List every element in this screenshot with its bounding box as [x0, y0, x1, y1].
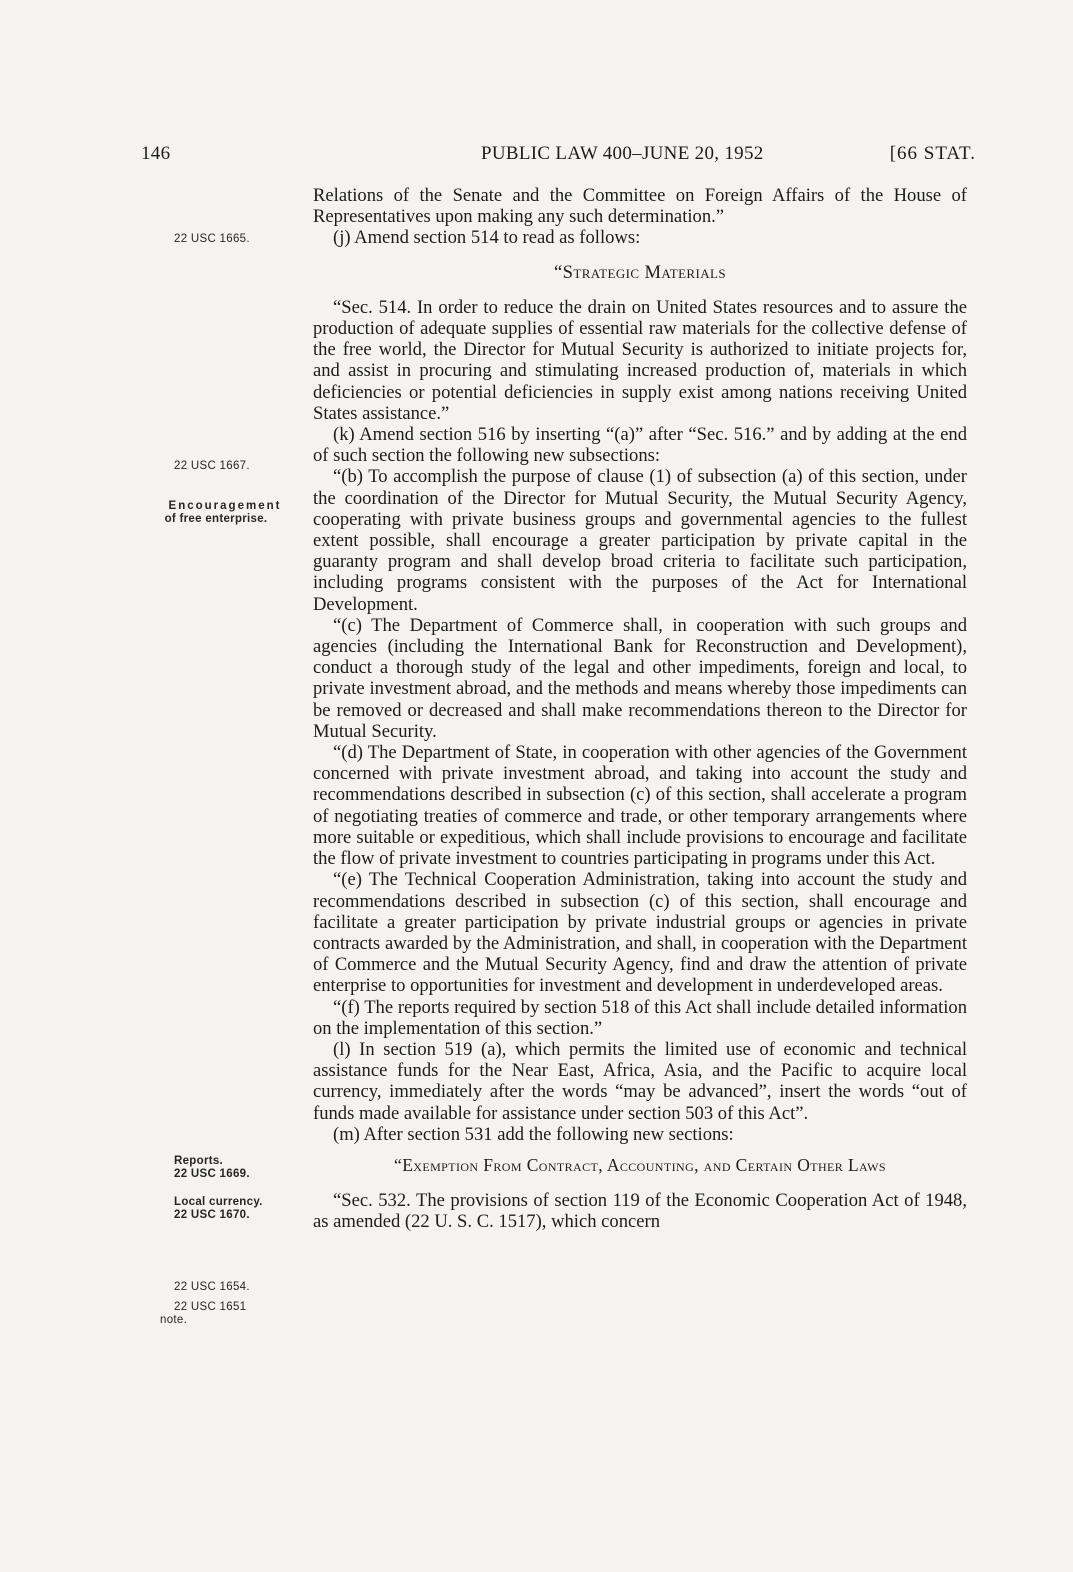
margin-note-encouragement-line1: Encouragement: [168, 500, 282, 512]
margin-note-usc-1665: 22 USC 1665.: [174, 233, 250, 245]
margin-note-usc-1651: [160, 1301, 247, 1326]
paragraph-subsection-l: (l) In section 519 (a), which permits the limited use of economic and technical assistance funds for the Near East, Africa, Asia, and the Pacific to acquire local currency, immediately after the words “may be advanced”, insert the words “out of funds made available for assistance under section 503 of this Act”.: [313, 1038, 967, 1124]
paragraph-subsection-f: “(f) The reports required by section 518 of this Act shall include detailed information on the implementation of this section.”: [313, 996, 967, 1039]
paragraph-subsection-b: “(b) To accomplish the purpose of clause (1) of subsection (a) of this section, under the coordination of the Director for Mutual Security, the Mutual Security Agency, cooperating with private business groups and governmental agencies to the fullest extent possible, shall encourage a greater participation by private capital in the guaranty program and shall develop broad criteria to facilitate such participation, including programs consistent with the purposes of the Act for International Development.: [313, 466, 967, 615]
body-text: [313, 185, 967, 1233]
margin-note-usc-1654: 22 USC 1654.: [174, 1281, 250, 1293]
paragraph-subsection-m: (m) After section 531 add the following new sections:: [333, 1123, 734, 1145]
margin-note-reports-line1: Reports.: [174, 1155, 224, 1167]
margin-note-encouragement: [159, 500, 291, 525]
paragraph-relations: Relations of the Senate and the Committee on Foreign Affairs of the House of Representatives upon making any such determination.”: [313, 185, 967, 228]
margin-note-reports: [174, 1155, 250, 1180]
heading-strategic-materials: “Strategic Materials: [554, 261, 726, 283]
margin-note-usc-1667: 22 USC 1667.: [174, 460, 250, 472]
margin-note-usc-1651-line1: 22 USC 1651: [174, 1301, 247, 1313]
margin-note-local-currency: [174, 1196, 263, 1221]
paragraph-subsection-c: “(c) The Department of Commerce shall, in cooperation with such groups and agencies (including the International Bank for Reconstruction and Development), conduct a thorough study of the legal and other impediments, foreign and local, to private investment abroad, and the methods and means whereby those impediments can be removed or decreased and shall make recommendations thereon to the Director for Mutual Security.: [313, 614, 967, 742]
page-number: 146: [141, 143, 171, 164]
paragraph-subsection-j: (j) Amend section 514 to read as follows:: [333, 227, 641, 249]
margin-note-reports-line2: 22 USC 1669.: [174, 1167, 250, 1180]
statute-reference: [66 STAT.: [889, 143, 976, 164]
paragraph-subsection-k: (k) Amend section 516 by inserting “(a)” after “Sec. 516.” and by adding at the end of such section the following new subsections:: [313, 424, 967, 467]
margin-note-local-currency-line2: 22 USC 1670.: [174, 1208, 250, 1221]
paragraph-section-532: “Sec. 532. The provisions of section 119 of the Economic Cooperation Act of 1948, as amended (22 U. S. C. 1517), which concern: [313, 1190, 967, 1233]
paragraph-subsection-d: “(d) The Department of State, in cooperation with other agencies of the Government concerned with private investment abroad, and taking into account the study and recommendations described in subsection (c) of this section, shall accelerate a program of negotiating treaties of commerce and trade, or other temporary arrangements where more suitable or expeditious, which shall include provisions to encourage and facilitate the flow of private investment to countries participating in programs under this Act.: [313, 742, 967, 870]
margin-note-encouragement-line2: of free enterprise.: [164, 512, 268, 525]
running-title: PUBLIC LAW 400–JUNE 20, 1952: [481, 143, 764, 164]
paragraph-subsection-e: “(e) The Technical Cooperation Administration, taking into account the study and recommendations described in subsection (c) of this section, shall encourage and facilitate a greater participation by private industrial groups or agencies in private contracts awarded by the Administration, and shall, in cooperation with the Department of Commerce and the Mutual Security Agency, find and draw the attention of private enterprise to opportunities for investment and development in underdeveloped areas.: [313, 869, 967, 997]
margin-note-usc-1651-line2: note.: [160, 1313, 188, 1326]
page-header: [141, 143, 976, 173]
paragraph-section-514: “Sec. 514. In order to reduce the drain on United States resources and to assure the production of adequate supplies of essential raw materials for the collective defense of the free world, the Director for Mutual Security is authorized to initiate projects for, and assist in procuring and stimulating increased production of, materials in which deficiencies or potential deficiencies in supply exist among nations receiving United States assistance.”: [313, 296, 967, 424]
margin-note-local-currency-line1: Local currency.: [174, 1196, 263, 1208]
heading-exemption: “Exemption From Contract, Accounting, and Certain Other Laws: [394, 1154, 886, 1175]
